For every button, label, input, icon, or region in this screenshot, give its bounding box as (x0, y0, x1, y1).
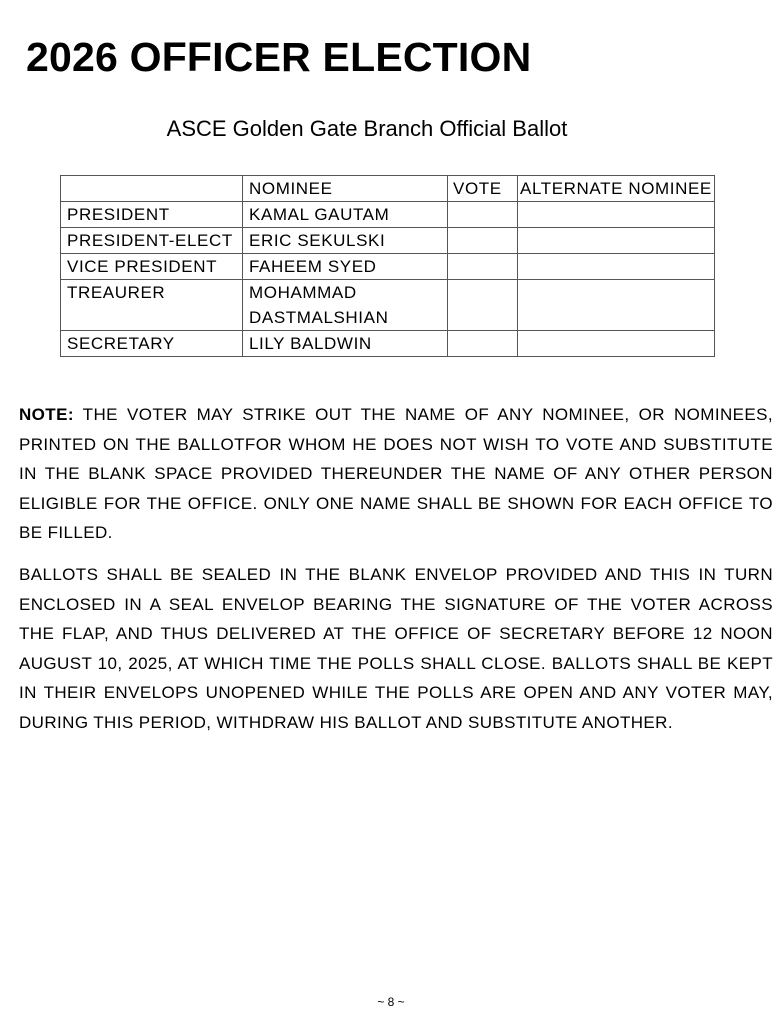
nominee-cell: LILY BALDWIN (243, 331, 448, 357)
nominee-cell: ERIC SEKULSKI (243, 228, 448, 254)
nominee-name-line-2: DASTMALSHIAN (249, 308, 389, 327)
office-cell: VICE PRESIDENT (61, 254, 243, 280)
note-paragraph (19, 400, 773, 548)
alternate-nominee-cell[interactable] (518, 331, 715, 357)
office-cell: SECRETARY (61, 331, 243, 357)
page-title: 2026 OFFICER ELECTION (26, 34, 532, 80)
table-header-row (61, 176, 715, 202)
alternate-nominee-cell[interactable] (518, 202, 715, 228)
office-cell: TREAURER (61, 280, 243, 331)
page-subtitle: ASCE Golden Gate Branch Official Ballot (166, 116, 568, 141)
alternate-nominee-cell[interactable] (518, 228, 715, 254)
table-row (61, 228, 715, 254)
office-cell: PRESIDENT (61, 202, 243, 228)
vote-cell[interactable] (448, 331, 518, 357)
ballot-table (60, 175, 715, 357)
nominee-cell: FAHEEM SYED (243, 254, 448, 280)
instructions-paragraph: BALLOTS SHALL BE SEALED IN THE BLANK ENVELOP PROVIDED AND THIS IN TURN ENCLOSED IN A SEAL ENVELOP BEARING THE SIGNATURE OF THE VOTER ACROSS THE FLAP, AND THUS DELIVERED AT THE OFFICE OF SECRETARY BEFORE 12 NOON AUGUST 10, 2025, AT WHICH TIME THE POLLS SHALL CLOSE. BALLOTS SHALL BE KEPT IN THEIR ENVELOPS UNOPENED WHILE THE POLLS ARE OPEN AND ANY VOTER MAY, DURING THIS PERIOD, WITHDRAW HIS BALLOT AND SUBSTITUTE ANOTHER. (19, 565, 773, 732)
vote-cell[interactable] (448, 228, 518, 254)
header-nominee: NOMINEE (243, 176, 448, 202)
office-cell: PRESIDENT-ELECT (61, 228, 243, 254)
header-position (61, 176, 243, 202)
table-row (61, 280, 715, 331)
nominee-name-line-1: MOHAMMAD (249, 283, 357, 302)
table-row (61, 202, 715, 228)
note-label: NOTE: (19, 405, 74, 424)
vote-cell[interactable] (448, 254, 518, 280)
vote-cell[interactable] (448, 202, 518, 228)
header-vote: VOTE (448, 176, 518, 202)
alternate-nominee-cell[interactable] (518, 280, 715, 331)
alternate-nominee-cell[interactable] (518, 254, 715, 280)
nominee-cell: KAMAL GAUTAM (243, 202, 448, 228)
nominee-cell (243, 280, 448, 331)
vote-cell[interactable] (448, 280, 518, 331)
header-alternate-nominee: ALTERNATE NOMINEE (518, 176, 715, 202)
note-text: THE VOTER MAY STRIKE OUT THE NAME OF ANY NOMINEE, OR NOMINEES, PRINTED ON THE BALLOTFOR WHOM HE DOES NOT WISH TO VOTE AND SUBSTITUTE IN THE BLANK SPACE PROVIDED THEREUNDER THE NAME OF ANY OTHER PERSON ELIGIBLE FOR THE OFFICE. ONLY ONE NAME SHALL BE SHOWN FOR EACH OFFICE TO BE FILLED. (19, 405, 773, 542)
table-row (61, 254, 715, 280)
page-number: ~ 8 ~ (377, 995, 405, 1009)
table-row (61, 331, 715, 357)
